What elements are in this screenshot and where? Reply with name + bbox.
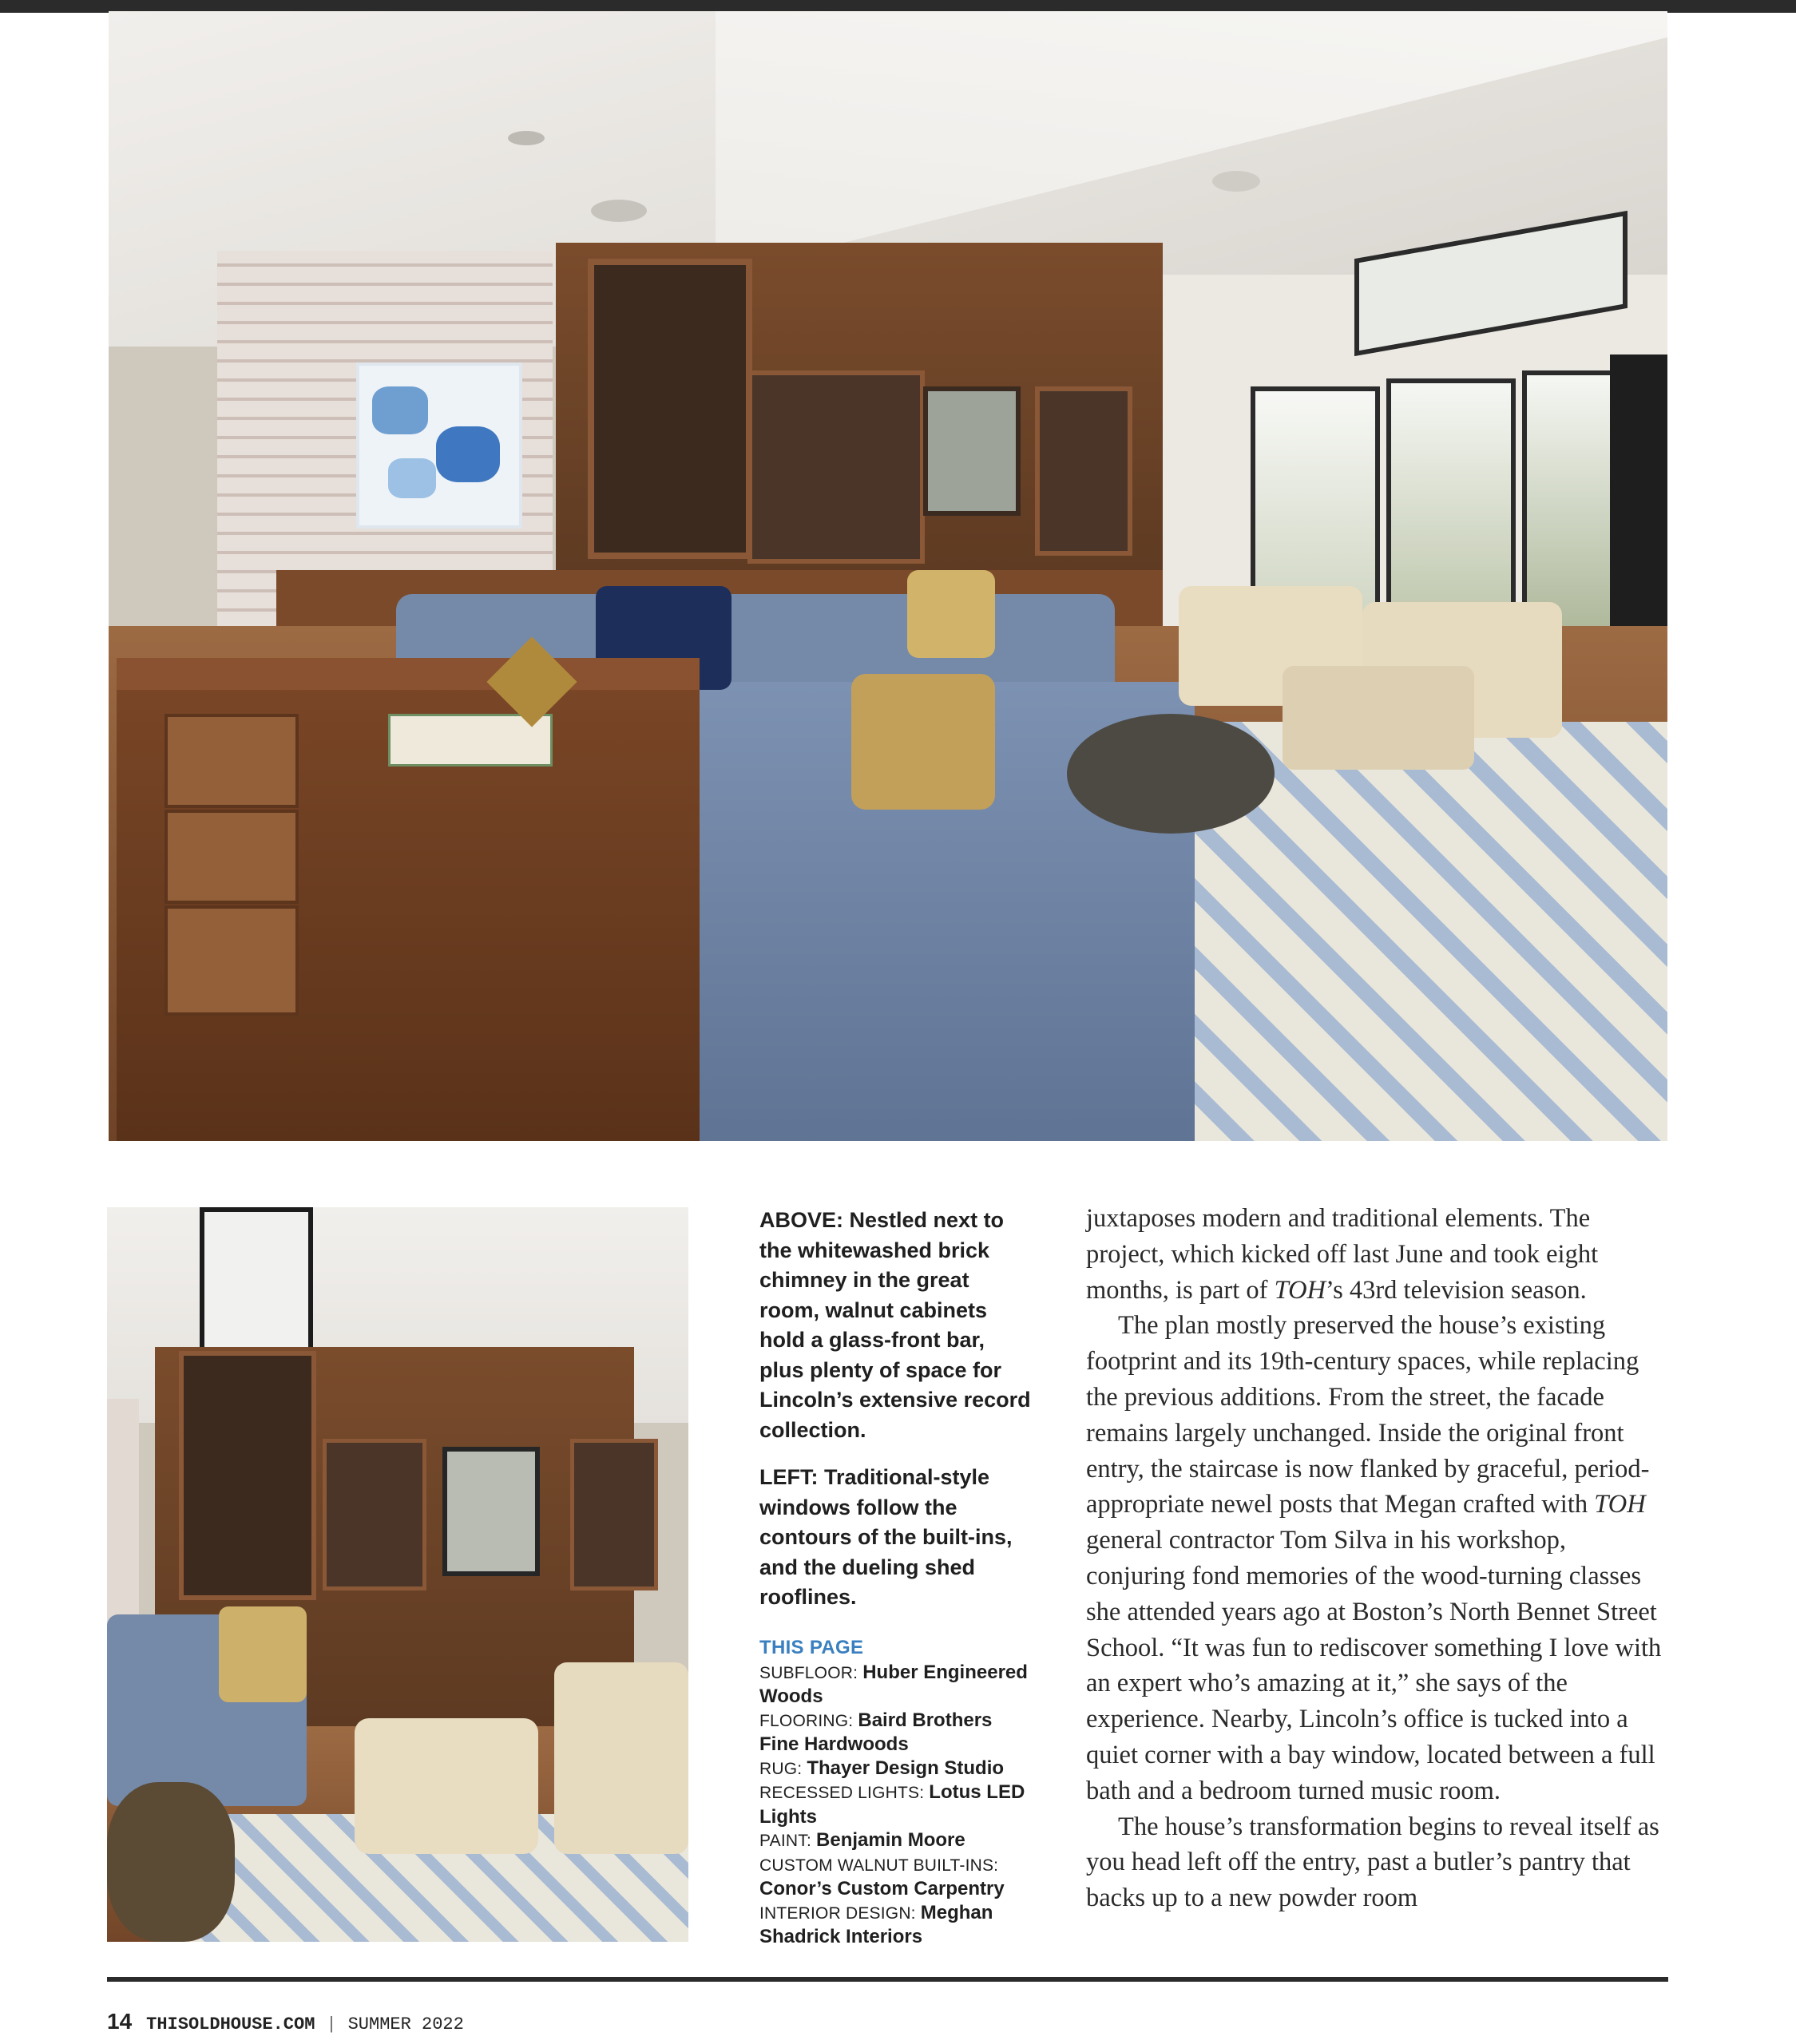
issue-date: SUMMER 2022	[347, 2014, 464, 2034]
body-text-run: juxtaposes modern and traditional elements. The project, which kicked off last June and took eight months, is part of	[1086, 1204, 1599, 1305]
credit-label: INTERIOR DESIGN:	[759, 1903, 921, 1923]
credit-value: Huber Engineered Woods	[759, 1661, 1028, 1707]
credit-label: SUBFLOOR:	[759, 1663, 863, 1682]
body-paragraph-3: The house’s transformation begins to reveal itself as you head left off the entry, past a butler’s pantry that backs up to a new powder room	[1086, 1812, 1659, 1913]
body-paragraph-2	[1086, 1308, 1669, 1808]
credit-item	[759, 1853, 1031, 1901]
credits-heading: THIS PAGE	[759, 1636, 864, 1658]
credit-value: Meghan Shadrick Interiors	[759, 1901, 993, 1947]
publication-name: TOH	[1594, 1490, 1646, 1519]
credit-value: Lotus LED Lights	[759, 1781, 1025, 1828]
credit-label: FLOORING:	[759, 1711, 858, 1730]
credit-item	[759, 1781, 1031, 1828]
credit-value: Thayer Design Studio	[807, 1757, 1005, 1779]
caption-column	[759, 1206, 1031, 1949]
caption-left-text: Traditional-style windows follow the contours of the built-ins, and the dueling shed rooflines.	[759, 1465, 1013, 1609]
credit-label: RECESSED LIGHTS:	[759, 1784, 930, 1802]
publication-name: TOH	[1274, 1275, 1326, 1305]
body-text-run: ’s 43rd television season.	[1326, 1275, 1587, 1305]
credit-item	[759, 1661, 1031, 1709]
credit-value: Conor’s Custom Carpentry	[759, 1878, 1005, 1899]
caption-left	[759, 1463, 1031, 1613]
body-paragraph-1	[1086, 1201, 1669, 1308]
credit-label: RUG:	[759, 1759, 807, 1778]
body-text-run: The plan mostly preserved the house’s existing footprint and its 19th-century spaces, while replacing the previous additions. From the street, the facade remains largely unchanged. Inside the original front entry, the staircase is now flanked by graceful, period-appropriate newel posts that Megan crafted with	[1086, 1311, 1650, 1519]
credit-item	[759, 1828, 1031, 1853]
article-body	[1086, 1201, 1669, 1916]
page-number: 14	[107, 2009, 133, 2034]
caption-above-text: Nestled next to the whitewashed brick chimney in the great room, walnut cabinets hold a glass-front bar, plus plenty of space for Lincoln’s extensive record collection.	[759, 1208, 1031, 1442]
bottom-rule	[107, 1977, 1668, 1982]
credit-value: Baird Brothers Fine Hardwoods	[759, 1709, 993, 1755]
credit-value: Benjamin Moore	[816, 1829, 965, 1851]
credit-item	[759, 1757, 1031, 1781]
credit-item	[759, 1901, 1031, 1949]
body-text-run: general contractor Tom Silva in his workshop, conjuring fond memories of the wood-turning classes she attended years ago at Boston’s North Bennet Street School. “It was fun to rediscover something I love with an expert who’s amazing at it,” she says of the experience. Nearby, Lincoln’s office is tucked into a quiet corner with a bay window, located between a full bath and a bedroom turned music room.	[1086, 1526, 1662, 1805]
built-ins-photo	[107, 1207, 688, 1942]
footer-separator: |	[326, 2014, 337, 2034]
caption-above-lead: ABOVE:	[759, 1208, 850, 1232]
credit-item	[759, 1709, 1031, 1757]
caption-above	[759, 1206, 1031, 1445]
credit-label: CUSTOM WALNUT BUILT-INS:	[759, 1856, 999, 1875]
page-footer	[107, 2009, 464, 2034]
great-room-photo	[109, 11, 1667, 1141]
caption-left-lead: LEFT:	[759, 1465, 824, 1489]
credit-label: PAINT:	[759, 1832, 817, 1850]
site-name: THISOLDHOUSE.COM	[146, 2014, 315, 2034]
